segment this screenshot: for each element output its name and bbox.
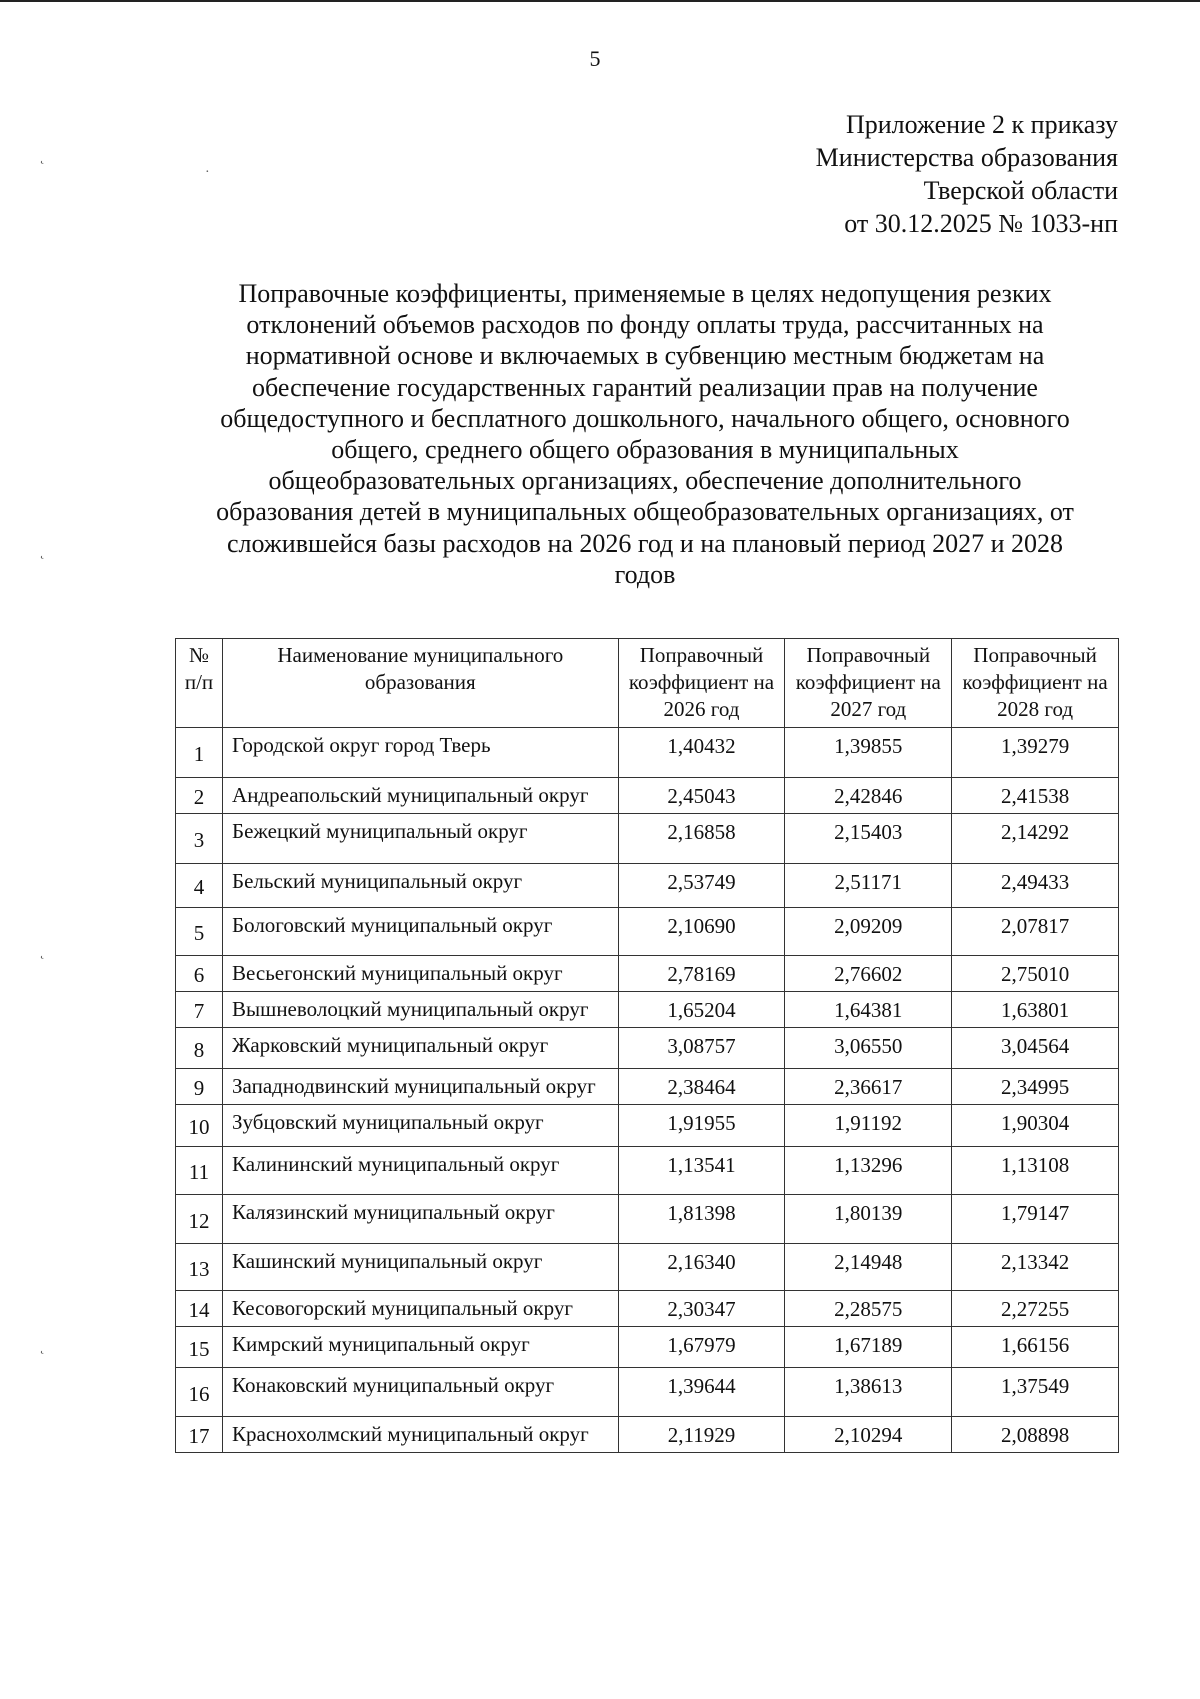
table-row [176, 1069, 1119, 1105]
header-name: Наименование муниципального образования [223, 639, 619, 728]
coefficient-2028: 1,39279 [952, 728, 1119, 778]
coefficient-2027: 2,42846 [785, 778, 952, 814]
table-row [176, 1244, 1119, 1291]
scan-mark: ˛ [40, 150, 45, 165]
coefficient-2028: 2,75010 [952, 956, 1119, 992]
municipality-name: Бологовский муниципальный округ [223, 908, 619, 956]
municipality-name: Кесовогорский муниципальный округ [223, 1291, 619, 1327]
coefficient-2028: 2,34995 [952, 1069, 1119, 1105]
municipality-name: Кашинский муниципальный округ [223, 1244, 619, 1291]
coefficient-2028: 1,79147 [952, 1195, 1119, 1244]
header-2028: Поправочный коэффициент на 2028 год [952, 639, 1119, 728]
coefficient-2027: 3,06550 [785, 1028, 952, 1069]
coefficient-2026: 1,13541 [618, 1147, 785, 1195]
table-row [176, 1028, 1119, 1069]
coefficient-2028: 3,04564 [952, 1028, 1119, 1069]
coefficient-2026: 2,53749 [618, 864, 785, 908]
coefficient-2028: 2,49433 [952, 864, 1119, 908]
title-line: общеобразовательных организациях, обеспечение дополнительного [268, 466, 1022, 496]
municipality-name: Андреапольский муниципальный округ [223, 778, 619, 814]
coefficient-2026: 1,91955 [618, 1105, 785, 1147]
coefficient-2028: 2,27255 [952, 1291, 1119, 1327]
title-line: обеспечение государственных гарантий реализации прав на получение [252, 372, 1038, 402]
title-line: общедоступного и бесплатного дошкольного, начального общего, основного [220, 403, 1070, 433]
appendix-line: от 30.12.2025 № 1033-нп [844, 209, 1118, 238]
municipality-name: Городской округ город Тверь [223, 728, 619, 778]
title-line: образования детей в муниципальных общеобразовательных организациях, от [216, 497, 1074, 527]
table-row [176, 956, 1119, 992]
coefficient-2028: 1,63801 [952, 992, 1119, 1028]
row-number: 11 [176, 1147, 223, 1195]
coefficient-2028: 2,13342 [952, 1244, 1119, 1291]
coefficient-2028: 1,66156 [952, 1327, 1119, 1368]
municipality-name: Жарковский муниципальный округ [223, 1028, 619, 1069]
row-number: 12 [176, 1195, 223, 1244]
coefficient-2026: 2,45043 [618, 778, 785, 814]
coefficient-2027: 2,36617 [785, 1069, 952, 1105]
title-line: нормативной основе и включаемых в субвенцию местным бюджетам на [245, 341, 1045, 371]
page-number: 5 [589, 46, 601, 71]
coefficient-2026: 3,08757 [618, 1028, 785, 1069]
row-number: 4 [176, 864, 223, 908]
coefficient-2026: 1,39644 [618, 1368, 785, 1417]
appendix-line: Тверской области [923, 176, 1118, 205]
coefficient-2027: 1,67189 [785, 1327, 952, 1368]
coefficient-2027: 2,09209 [785, 908, 952, 956]
scan-mark: ˛ [40, 945, 45, 960]
table-header-row [176, 639, 1119, 728]
row-number: 14 [176, 1291, 223, 1327]
table-row [176, 1105, 1119, 1147]
header-num: № п/п [176, 639, 223, 728]
coefficient-2027: 2,15403 [785, 814, 952, 864]
coefficient-2028: 2,07817 [952, 908, 1119, 956]
row-number: 15 [176, 1327, 223, 1368]
table-row [176, 814, 1119, 864]
coefficient-2027: 1,80139 [785, 1195, 952, 1244]
municipality-name: Калязинский муниципальный округ [223, 1195, 619, 1244]
title-line: годов [614, 559, 676, 589]
coefficient-2027: 1,39855 [785, 728, 952, 778]
coefficient-2027: 2,14948 [785, 1244, 952, 1291]
coefficient-2028: 2,08898 [952, 1417, 1119, 1453]
coefficient-2028: 1,90304 [952, 1105, 1119, 1147]
municipality-name: Вышневолоцкий муниципальный округ [223, 992, 619, 1028]
municipality-name: Конаковский муниципальный округ [223, 1368, 619, 1417]
coefficient-2027: 1,64381 [785, 992, 952, 1028]
municipality-name: Весьегонский муниципальный округ [223, 956, 619, 992]
header-2026: Поправочный коэффициент на 2026 год [618, 639, 785, 728]
table-row [176, 1147, 1119, 1195]
coefficient-2028: 2,14292 [952, 814, 1119, 864]
coefficient-2026: 2,30347 [618, 1291, 785, 1327]
appendix-header [816, 108, 1118, 240]
header-2027: Поправочный коэффициент на 2027 год [785, 639, 952, 728]
municipality-name: Калининский муниципальный округ [223, 1147, 619, 1195]
table-row [176, 728, 1119, 778]
row-number: 5 [176, 908, 223, 956]
table-row [176, 864, 1119, 908]
coefficient-2026: 1,81398 [618, 1195, 785, 1244]
coefficient-2027: 2,28575 [785, 1291, 952, 1327]
coefficients-table [175, 638, 1119, 1453]
table-row [176, 908, 1119, 956]
coefficient-2027: 1,38613 [785, 1368, 952, 1417]
municipality-name: Бежецкий муниципальный округ [223, 814, 619, 864]
coefficient-2028: 1,13108 [952, 1147, 1119, 1195]
row-number: 17 [176, 1417, 223, 1453]
coefficient-2026: 2,78169 [618, 956, 785, 992]
row-number: 3 [176, 814, 223, 864]
municipality-name: Бельский муниципальный округ [223, 864, 619, 908]
municipality-name: Кимрский муниципальный округ [223, 1327, 619, 1368]
coefficient-2026: 1,40432 [618, 728, 785, 778]
coefficient-2027: 1,91192 [785, 1105, 952, 1147]
coefficient-2026: 2,38464 [618, 1069, 785, 1105]
municipality-name: Краснохолмский муниципальный округ [223, 1417, 619, 1453]
document-title [165, 278, 1125, 590]
row-number: 13 [176, 1244, 223, 1291]
coefficient-2026: 2,10690 [618, 908, 785, 956]
coefficient-2027: 1,13296 [785, 1147, 952, 1195]
row-number: 16 [176, 1368, 223, 1417]
table-row [176, 1417, 1119, 1453]
row-number: 6 [176, 956, 223, 992]
municipality-name: Зубцовский муниципальный округ [223, 1105, 619, 1147]
coefficient-2026: 2,11929 [618, 1417, 785, 1453]
row-number: 10 [176, 1105, 223, 1147]
appendix-line: Приложение 2 к приказу [845, 110, 1118, 139]
table-row [176, 1327, 1119, 1368]
municipality-name: Западнодвинский муниципальный округ [223, 1069, 619, 1105]
appendix-line: Министерства образования [815, 143, 1118, 172]
table-row [176, 778, 1119, 814]
table-row [176, 1291, 1119, 1327]
title-line: общего, среднего общего образования в муниципальных [331, 435, 959, 465]
coefficient-2027: 2,51171 [785, 864, 952, 908]
row-number: 2 [176, 778, 223, 814]
coefficient-2026: 2,16340 [618, 1244, 785, 1291]
row-number: 9 [176, 1069, 223, 1105]
coefficient-2028: 2,41538 [952, 778, 1119, 814]
scan-mark: · [205, 165, 210, 180]
title-line: сложившейся базы расходов на 2026 год и на плановый период 2027 и 2028 [226, 528, 1064, 558]
scan-mark: ˛ [40, 545, 45, 560]
coefficient-2027: 2,76602 [785, 956, 952, 992]
scan-mark: ˛ [40, 1340, 45, 1355]
coefficient-2026: 1,65204 [618, 992, 785, 1028]
title-line: Поправочные коэффициенты, применяемые в целях недопущения резких [238, 279, 1052, 308]
table-row [176, 1368, 1119, 1417]
title-line: отклонений объемов расходов по фонду оплаты труда, рассчитанных на [246, 310, 1044, 340]
table-row [176, 1195, 1119, 1244]
row-number: 7 [176, 992, 223, 1028]
row-number: 1 [176, 728, 223, 778]
page-edge [0, 0, 1200, 2]
coefficient-2026: 2,16858 [618, 814, 785, 864]
coefficient-2028: 1,37549 [952, 1368, 1119, 1417]
row-number: 8 [176, 1028, 223, 1069]
coefficient-2026: 1,67979 [618, 1327, 785, 1368]
table-body [176, 728, 1119, 1453]
coefficient-2027: 2,10294 [785, 1417, 952, 1453]
table-row [176, 992, 1119, 1028]
